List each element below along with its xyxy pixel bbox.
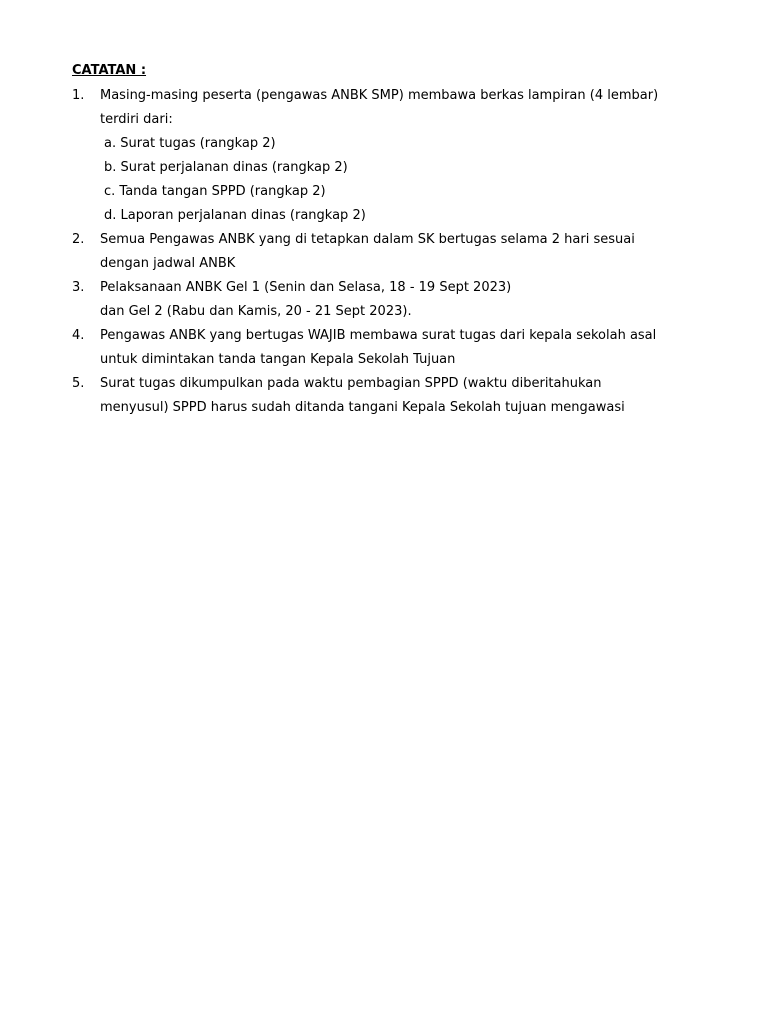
note-item-3 [72, 276, 712, 324]
note-text-line: Pelaksanaan ANBK Gel 1 (Senin dan Selasa, 18 - 19 Sept 2023) [100, 280, 512, 295]
note-item-2 [72, 228, 712, 276]
note-text-line: Masing-masing peserta (pengawas ANBK SMP) membawa berkas lampiran (4 lembar) [100, 88, 659, 103]
note-text-line: terdiri dari: [100, 112, 173, 127]
note-text-line: menyusul) SPPD harus sudah ditanda tangani Kepala Sekolah tujuan mengawasi [100, 400, 625, 415]
note-text-line: untuk dimintakan tanda tangan Kepala Sekolah Tujuan [100, 352, 456, 367]
note-text-line: Semua Pengawas ANBK yang di tetapkan dalam SK bertugas selama 2 hari sesuai [100, 232, 635, 247]
note-number: 1. [72, 88, 85, 103]
note-subitem-b: b. Surat perjalanan dinas (rangkap 2) [104, 160, 348, 175]
note-text-line: dan Gel 2 (Rabu dan Kamis, 20 - 21 Sept 2023). [100, 304, 412, 319]
note-number: 5. [72, 376, 85, 391]
note-text-line: Pengawas ANBK yang bertugas WAJIB membawa surat tugas dari kepala sekolah asal [100, 328, 657, 343]
notes-heading: CATATAN : [72, 63, 147, 78]
note-item-5 [72, 372, 712, 420]
note-number: 2. [72, 232, 85, 247]
note-subitem-a: a. Surat tugas (rangkap 2) [104, 136, 276, 151]
note-item-4 [72, 324, 712, 372]
note-number: 4. [72, 328, 85, 343]
note-number: 3. [72, 280, 85, 295]
note-subitem-c: c. Tanda tangan SPPD (rangkap 2) [104, 184, 326, 199]
notes-list [72, 84, 712, 420]
note-item-1 [72, 84, 712, 228]
note-subitem-d: d. Laporan perjalanan dinas (rangkap 2) [104, 208, 366, 223]
note-text-line: dengan jadwal ANBK [100, 256, 236, 271]
note-text-line: Surat tugas dikumpulkan pada waktu pembagian SPPD (waktu diberitahukan [100, 376, 602, 391]
